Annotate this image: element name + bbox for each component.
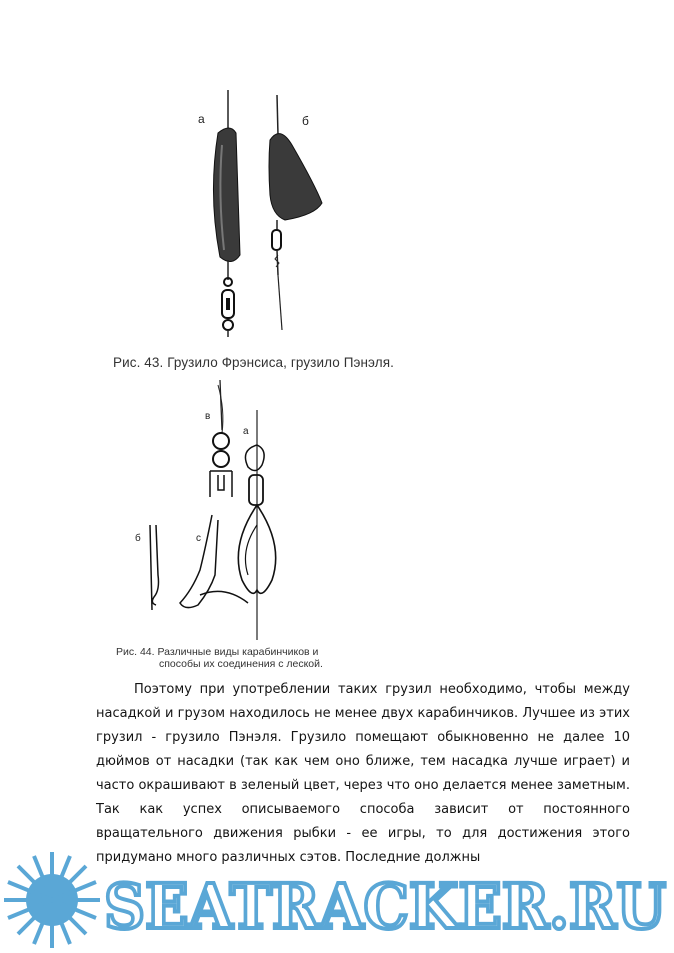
- figure-44-label-s: с: [196, 533, 201, 544]
- sun-logo-icon: [4, 852, 100, 948]
- body-paragraph: Поэтому при употреблении таких грузил необходимо, чтобы между насадкой и грузом находилось не менее двух карабинчиков. Лучшее из этих грузил - грузило Пэнэля. Грузило помещают обыкновенно не далее 10 дюймов от насадки (так как чем оно ближе, тем насадка лучше играет) и часто окрашивают в зеленый цвет, через что оно делается менее заметным. Так как успех описываемого способа зависит от постоянного вращательного движения рыбки - ее игры, то для достижения этого придумано много различных сэтов. Последние должны: [96, 682, 630, 865]
- figure-44-label-b: б: [135, 533, 141, 544]
- body-text: [96, 678, 630, 870]
- seatracker-watermark: [0, 852, 674, 953]
- figure-44-caption-line2: способы их соединения с леской.: [159, 658, 323, 670]
- figure-44-label-a: а: [243, 426, 249, 437]
- figure-44-caption-line1: Рис. 44. Различные виды карабинчиков и: [116, 646, 319, 658]
- watermark-text: SEATRACKER.RU: [104, 870, 666, 943]
- figure-43-label-b: б: [302, 114, 309, 128]
- figure-43-label-a: а: [198, 112, 205, 126]
- figure-44-label-v: в: [205, 411, 211, 422]
- figure-43-caption: Рис. 43. Грузило Фрэнсиса, грузило Пэнэля.: [113, 355, 394, 370]
- figure-44-caption: [116, 646, 323, 670]
